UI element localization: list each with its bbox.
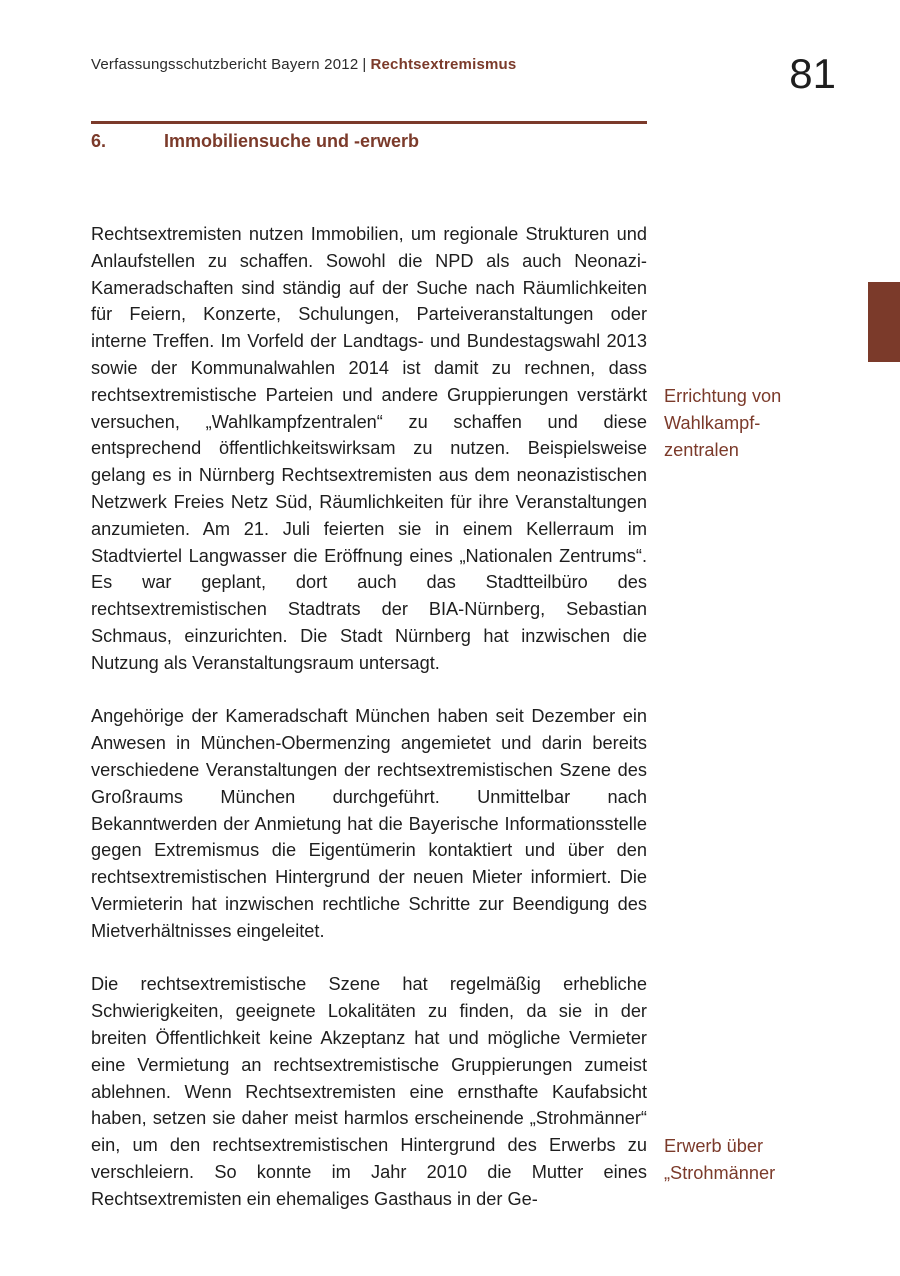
paragraph-1: Rechtsextremisten nutzen Immobilien, um regionale Strukturen und Anlaufstellen zu schaffen. Sowohl die NPD als auch Neonazi-Kameradschaften sind ständig auf der Suche nach Räumlichkeiten für Feiern, Konzerte, Schulungen, Parteiveranstaltungen oder interne Treffen. Im Vorfeld der Landtags- und Bundestagswahl 2013 sowie der Kommunalwahlen 2014 ist damit zu rechnen, dass rechtsextremistische Parteien und andere Gruppierungen verstärkt versuchen, „Wahlkampfzentralen“ zu schaffen und diese entsprechend öffentlichkeitswirksam zu nutzen. Beispielsweise gelang es in Nürnberg Rechtsextremisten aus dem neonazistischen Netzwerk Freies Netz Süd, Räumlichkeiten für ihre Veranstaltungen anzumieten. Am 21. Juli feierten sie in einem Kellerraum im Stadtviertel Langwasser die Eröffnung eines „Nationalen Zentrums“. Es war geplant, dort auch das Stadtteilbüro des rechtsextremistischen Stadtrats der BIA-Nürnberg, Sebastian Schmaus, einzurichten. Die Stadt Nürnberg hat inzwischen die Nutzung als Veranstaltungsraum untersagt. [91, 224, 647, 673]
body-text [91, 221, 647, 1239]
chapter-number: 6. [91, 131, 107, 151]
chapter-heading [91, 131, 419, 152]
section-title: Rechtsextremismus [370, 56, 517, 73]
page-number: 81 [789, 50, 836, 97]
chapter-title: Immobiliensuche und -erwerb [164, 131, 420, 151]
margin-note-line: Erwerb über [664, 1136, 764, 1156]
margin-note-line: „Strohmänner [664, 1162, 776, 1183]
margin-note-strohmaenner [664, 1133, 864, 1187]
margin-note-line: zentralen [664, 439, 739, 460]
header-separator: | [362, 56, 367, 73]
chapter-rule [91, 121, 647, 124]
margin-note-line: Wahlkampf- [664, 412, 761, 433]
running-header [91, 56, 516, 73]
chapter-thumb-tab [868, 282, 900, 362]
paragraph-3: Die rechtsextremistische Szene hat regelmäßig erhebliche Schwierigkeiten, geeignete Lokalitäten zu finden, da sie in der breiten Öffentlichkeit keine Akzeptanz hat und mögliche Vermieter eine Vermietung an rechtsextremistische Gruppierungen zumeist ablehnen. Wenn Rechtsextremisten eine ernsthafte Kaufabsicht haben, setzen sie daher meist harmlos erscheinende „Strohmänner“ ein, um den rechtsextremistischen Hintergrund des Erwerbs zu verschleiern. So konnte im Jahr 2010 die Mutter eines Rechtsextremisten ein ehemaliges Gasthaus in der Ge- [91, 974, 647, 1209]
paragraph-2: Angehörige der Kameradschaft München haben seit Dezember ein Anwesen in München-Obermenzing angemietet und darin bereits verschiedene Veranstaltungen der rechtsextremistischen Szene des Großraums München durchgeführt. Unmittelbar nach Bekanntwerden der Anmietung hat die Bayerische Informationsstelle gegen Extremismus die Eigentümerin kontaktiert und über den rechtsextremistischen Hintergrund der neuen Mieter informiert. Die Vermieterin hat inzwischen rechtliche Schritte zur Beendigung des Mietverhältnisses eingeleitet. [91, 706, 647, 941]
margin-note-line: Errichtung von [664, 386, 782, 406]
publication-title: Verfassungsschutzbericht Bayern 2012 [91, 56, 359, 73]
margin-note-wahlkampfzentralen [664, 383, 864, 463]
